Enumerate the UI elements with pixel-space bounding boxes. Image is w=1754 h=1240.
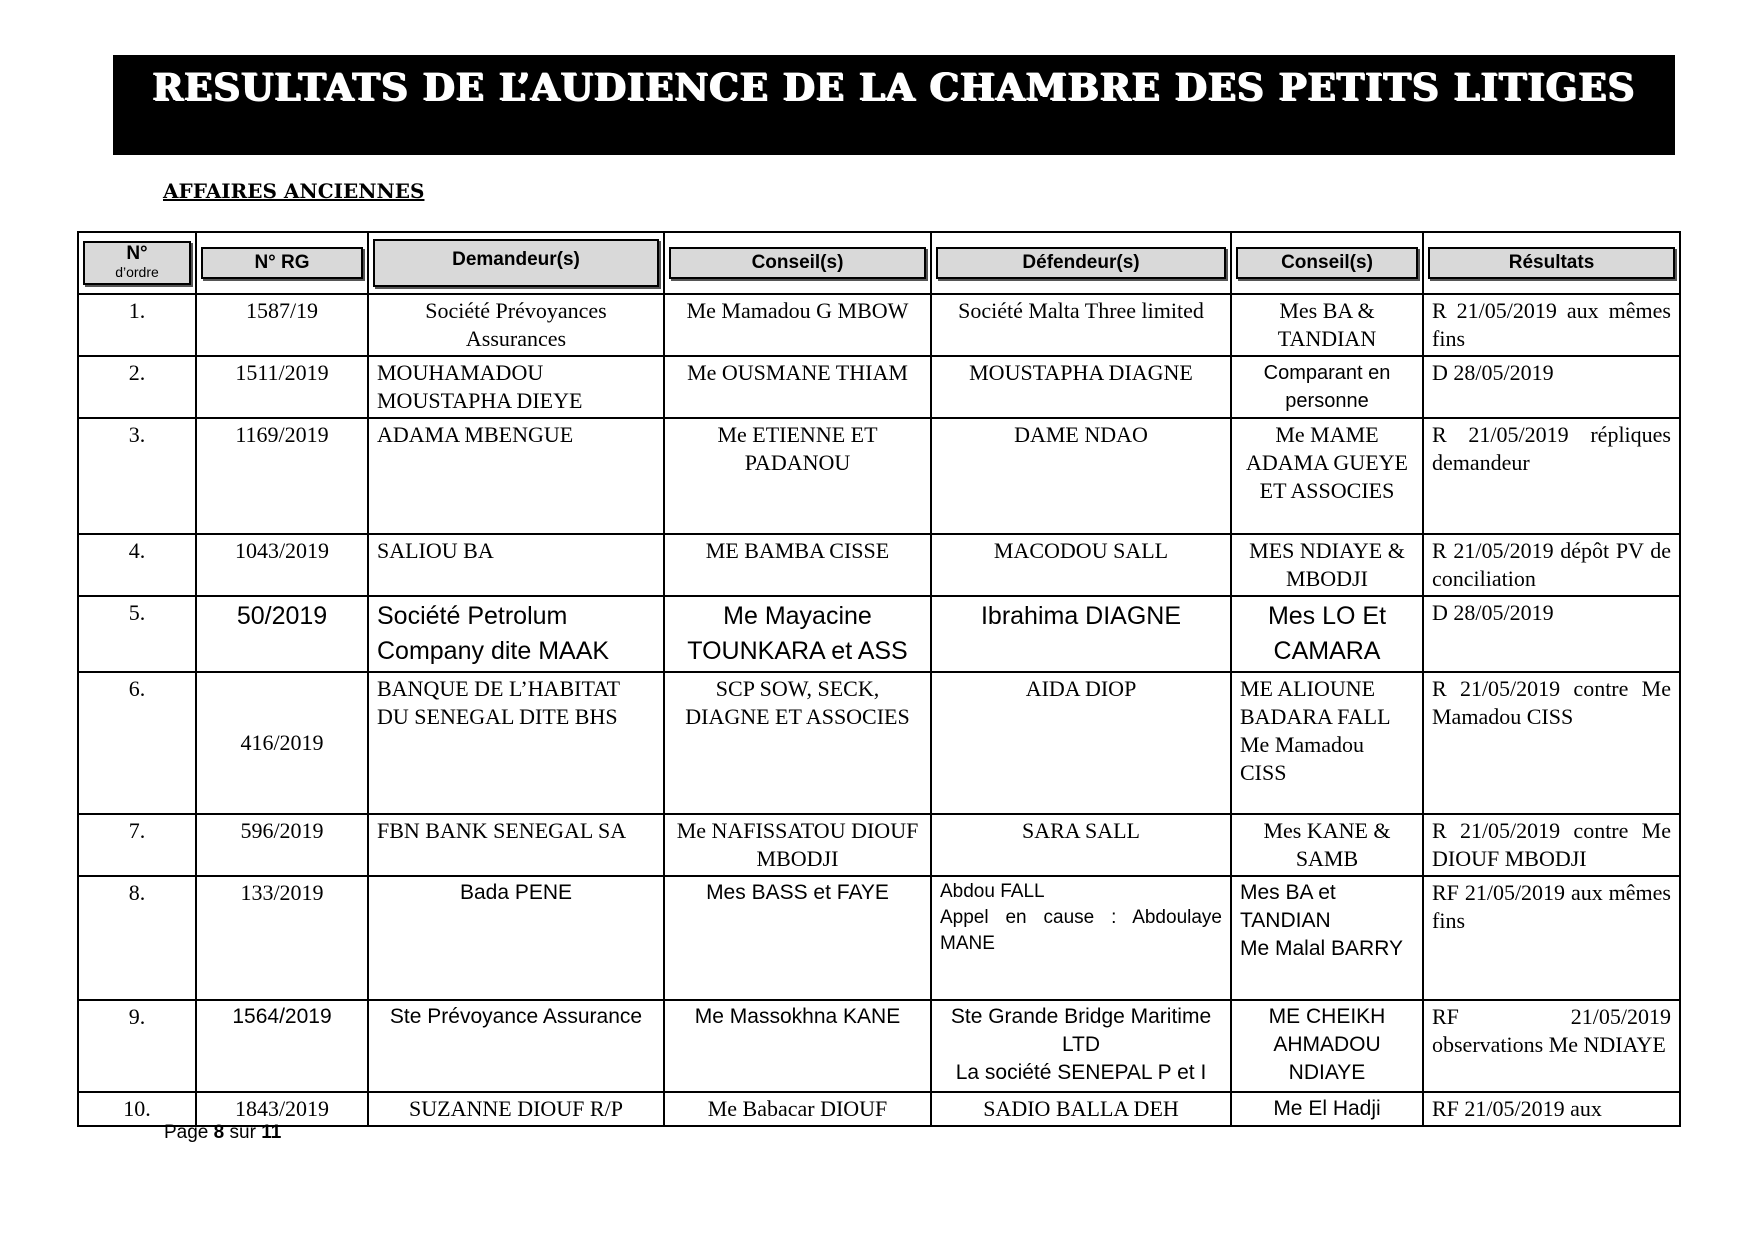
cell-conseil-defendeur: Mes BA et TANDIAN Me Malal BARRY xyxy=(1231,876,1423,1000)
table-header-row xyxy=(78,232,1680,294)
cell-resultat: RF 21/05/2019 aux mêmes fins xyxy=(1423,876,1680,1000)
cell-rg: 1169/2019 xyxy=(196,418,368,534)
cell-resultat: D 28/05/2019 xyxy=(1423,596,1680,672)
cell-defendeur: AIDA DIOP xyxy=(931,672,1231,814)
cell-conseil-defendeur: MES NDIAYE & MBODJI xyxy=(1231,534,1423,596)
cell-conseil-defendeur: ME CHEIKH AHMADOU NDIAYE xyxy=(1231,1000,1423,1092)
title-banner xyxy=(113,55,1675,155)
cell-conseil-demandeur: Me Massokhna KANE xyxy=(664,1000,931,1092)
cell-ordre: 6. xyxy=(78,672,196,814)
cell-demandeur: Ste Prévoyance Assurance xyxy=(368,1000,664,1092)
cell-rg: 1587/19 xyxy=(196,294,368,356)
cell-conseil-defendeur: Comparant en personne xyxy=(1231,356,1423,418)
cell-conseil-demandeur: Me Babacar DIOUF xyxy=(664,1092,931,1126)
cell-conseil-demandeur: Me ETIENNE ET PADANOU xyxy=(664,418,931,534)
cell-demandeur: Société Petrolum Company dite MAAK xyxy=(368,596,664,672)
cell-ordre: 1. xyxy=(78,294,196,356)
cell-demandeur: ADAMA MBENGUE xyxy=(368,418,664,534)
results-table xyxy=(77,231,1681,1127)
cell-defendeur: SARA SALL xyxy=(931,814,1231,876)
footer-prefix: Page xyxy=(164,1122,209,1143)
cell-demandeur: FBN BANK SENEGAL SA xyxy=(368,814,664,876)
page-title: RESULTATS DE L’AUDIENCE DE LA CHAMBRE DES PETITS LITIGES xyxy=(152,65,1636,109)
table-row xyxy=(78,1092,1680,1126)
table-row xyxy=(78,534,1680,596)
cell-resultat: R 21/05/2019 dépôt PV de conciliation xyxy=(1423,534,1680,596)
table-row xyxy=(78,1000,1680,1092)
cell-ordre: 2. xyxy=(78,356,196,418)
cell-demandeur: SUZANNE DIOUF R/P xyxy=(368,1092,664,1126)
cell-rg: 133/2019 xyxy=(196,876,368,1000)
cell-defendeur: Ibrahima DIAGNE xyxy=(931,596,1231,672)
cell-conseil-defendeur: Mes BA & TANDIAN xyxy=(1231,294,1423,356)
cell-resultat: R 21/05/2019 contre Me DIOUF MBODJI xyxy=(1423,814,1680,876)
cell-resultat: RF 21/05/2019 aux xyxy=(1423,1092,1680,1126)
cell-resultat: RF 21/05/2019 observations Me NDIAYE xyxy=(1423,1000,1680,1092)
cell-defendeur: Abdou FALL Appel en cause : Abdoulaye MANE xyxy=(931,876,1231,1000)
footer-total-pages: 11 xyxy=(261,1122,282,1143)
cell-rg: 1564/2019 xyxy=(196,1000,368,1092)
cell-defendeur: DAME NDAO xyxy=(931,418,1231,534)
cell-conseil-demandeur: Me NAFISSATOU DIOUF MBODJI xyxy=(664,814,931,876)
header-conseil-demandeur: Conseil(s) xyxy=(664,232,931,294)
cell-conseil-defendeur: Mes KANE & SAMB xyxy=(1231,814,1423,876)
cell-demandeur: SALIOU BA xyxy=(368,534,664,596)
table-row xyxy=(78,596,1680,672)
table-row xyxy=(78,814,1680,876)
cell-rg: 596/2019 xyxy=(196,814,368,876)
cell-ordre: 10. xyxy=(78,1092,196,1126)
header-resultats: Résultats xyxy=(1423,232,1680,294)
cell-defendeur: Ste Grande Bridge Maritime LTD La société SENEPAL P et I xyxy=(931,1000,1231,1092)
table-row xyxy=(78,294,1680,356)
cell-conseil-demandeur: ME BAMBA CISSE xyxy=(664,534,931,596)
cell-rg: 1043/2019 xyxy=(196,534,368,596)
cell-resultat: R 21/05/2019 répliques demandeur xyxy=(1423,418,1680,534)
page-footer xyxy=(164,1122,281,1144)
header-demandeur: Demandeur(s) xyxy=(368,232,664,294)
cell-rg: 50/2019 xyxy=(196,596,368,672)
header-conseil-defendeur: Conseil(s) xyxy=(1231,232,1423,294)
cell-conseil-demandeur: Me Mamadou G MBOW xyxy=(664,294,931,356)
cell-ordre: 3. xyxy=(78,418,196,534)
cell-conseil-demandeur: Mes BASS et FAYE xyxy=(664,876,931,1000)
cell-defendeur: SADIO BALLA DEH xyxy=(931,1092,1231,1126)
cell-ordre: 9. xyxy=(78,1000,196,1092)
cell-ordre: 7. xyxy=(78,814,196,876)
cell-conseil-demandeur: Me Mayacine TOUNKARA et ASS xyxy=(664,596,931,672)
cell-rg: 1843/2019 xyxy=(196,1092,368,1126)
cell-conseil-demandeur: SCP SOW, SECK, DIAGNE ET ASSOCIES xyxy=(664,672,931,814)
table-row xyxy=(78,876,1680,1000)
header-defendeur: Défendeur(s) xyxy=(931,232,1231,294)
cell-resultat: R 21/05/2019 aux mêmes fins xyxy=(1423,294,1680,356)
cell-resultat: R 21/05/2019 contre Me Mamadou CISS xyxy=(1423,672,1680,814)
table-row xyxy=(78,356,1680,418)
table-row xyxy=(78,418,1680,534)
cell-defendeur: MOUSTAPHA DIAGNE xyxy=(931,356,1231,418)
cell-conseil-defendeur: Mes LO Et CAMARA xyxy=(1231,596,1423,672)
cell-ordre: 8. xyxy=(78,876,196,1000)
header-rg: N° RG xyxy=(196,232,368,294)
footer-sep: sur xyxy=(229,1122,256,1143)
table-row xyxy=(78,672,1680,814)
cell-ordre: 5. xyxy=(78,596,196,672)
cell-demandeur: Bada PENE xyxy=(368,876,664,1000)
cell-ordre: 4. xyxy=(78,534,196,596)
cell-defendeur: Société Malta Three limited xyxy=(931,294,1231,356)
cell-conseil-defendeur: Me El Hadji xyxy=(1231,1092,1423,1126)
cell-rg: 416/2019 xyxy=(196,672,368,814)
cell-demandeur: MOUHAMADOU MOUSTAPHA DIEYE xyxy=(368,356,664,418)
cell-demandeur: Société Prévoyances Assurances xyxy=(368,294,664,356)
cell-conseil-defendeur: ME ALIOUNE BADARA FALL Me Mamadou CISS xyxy=(1231,672,1423,814)
header-ordre: N° d’ordre xyxy=(78,232,196,294)
cell-demandeur: BANQUE DE L’HABITAT DU SENEGAL DITE BHS xyxy=(368,672,664,814)
cell-rg: 1511/2019 xyxy=(196,356,368,418)
section-heading: AFFAIRES ANCIENNES xyxy=(163,179,425,203)
cell-conseil-demandeur: Me OUSMANE THIAM xyxy=(664,356,931,418)
cell-defendeur: MACODOU SALL xyxy=(931,534,1231,596)
cell-conseil-defendeur: Me MAME ADAMA GUEYE ET ASSOCIES xyxy=(1231,418,1423,534)
footer-page-number: 8 xyxy=(213,1122,225,1143)
cell-resultat: D 28/05/2019 xyxy=(1423,356,1680,418)
